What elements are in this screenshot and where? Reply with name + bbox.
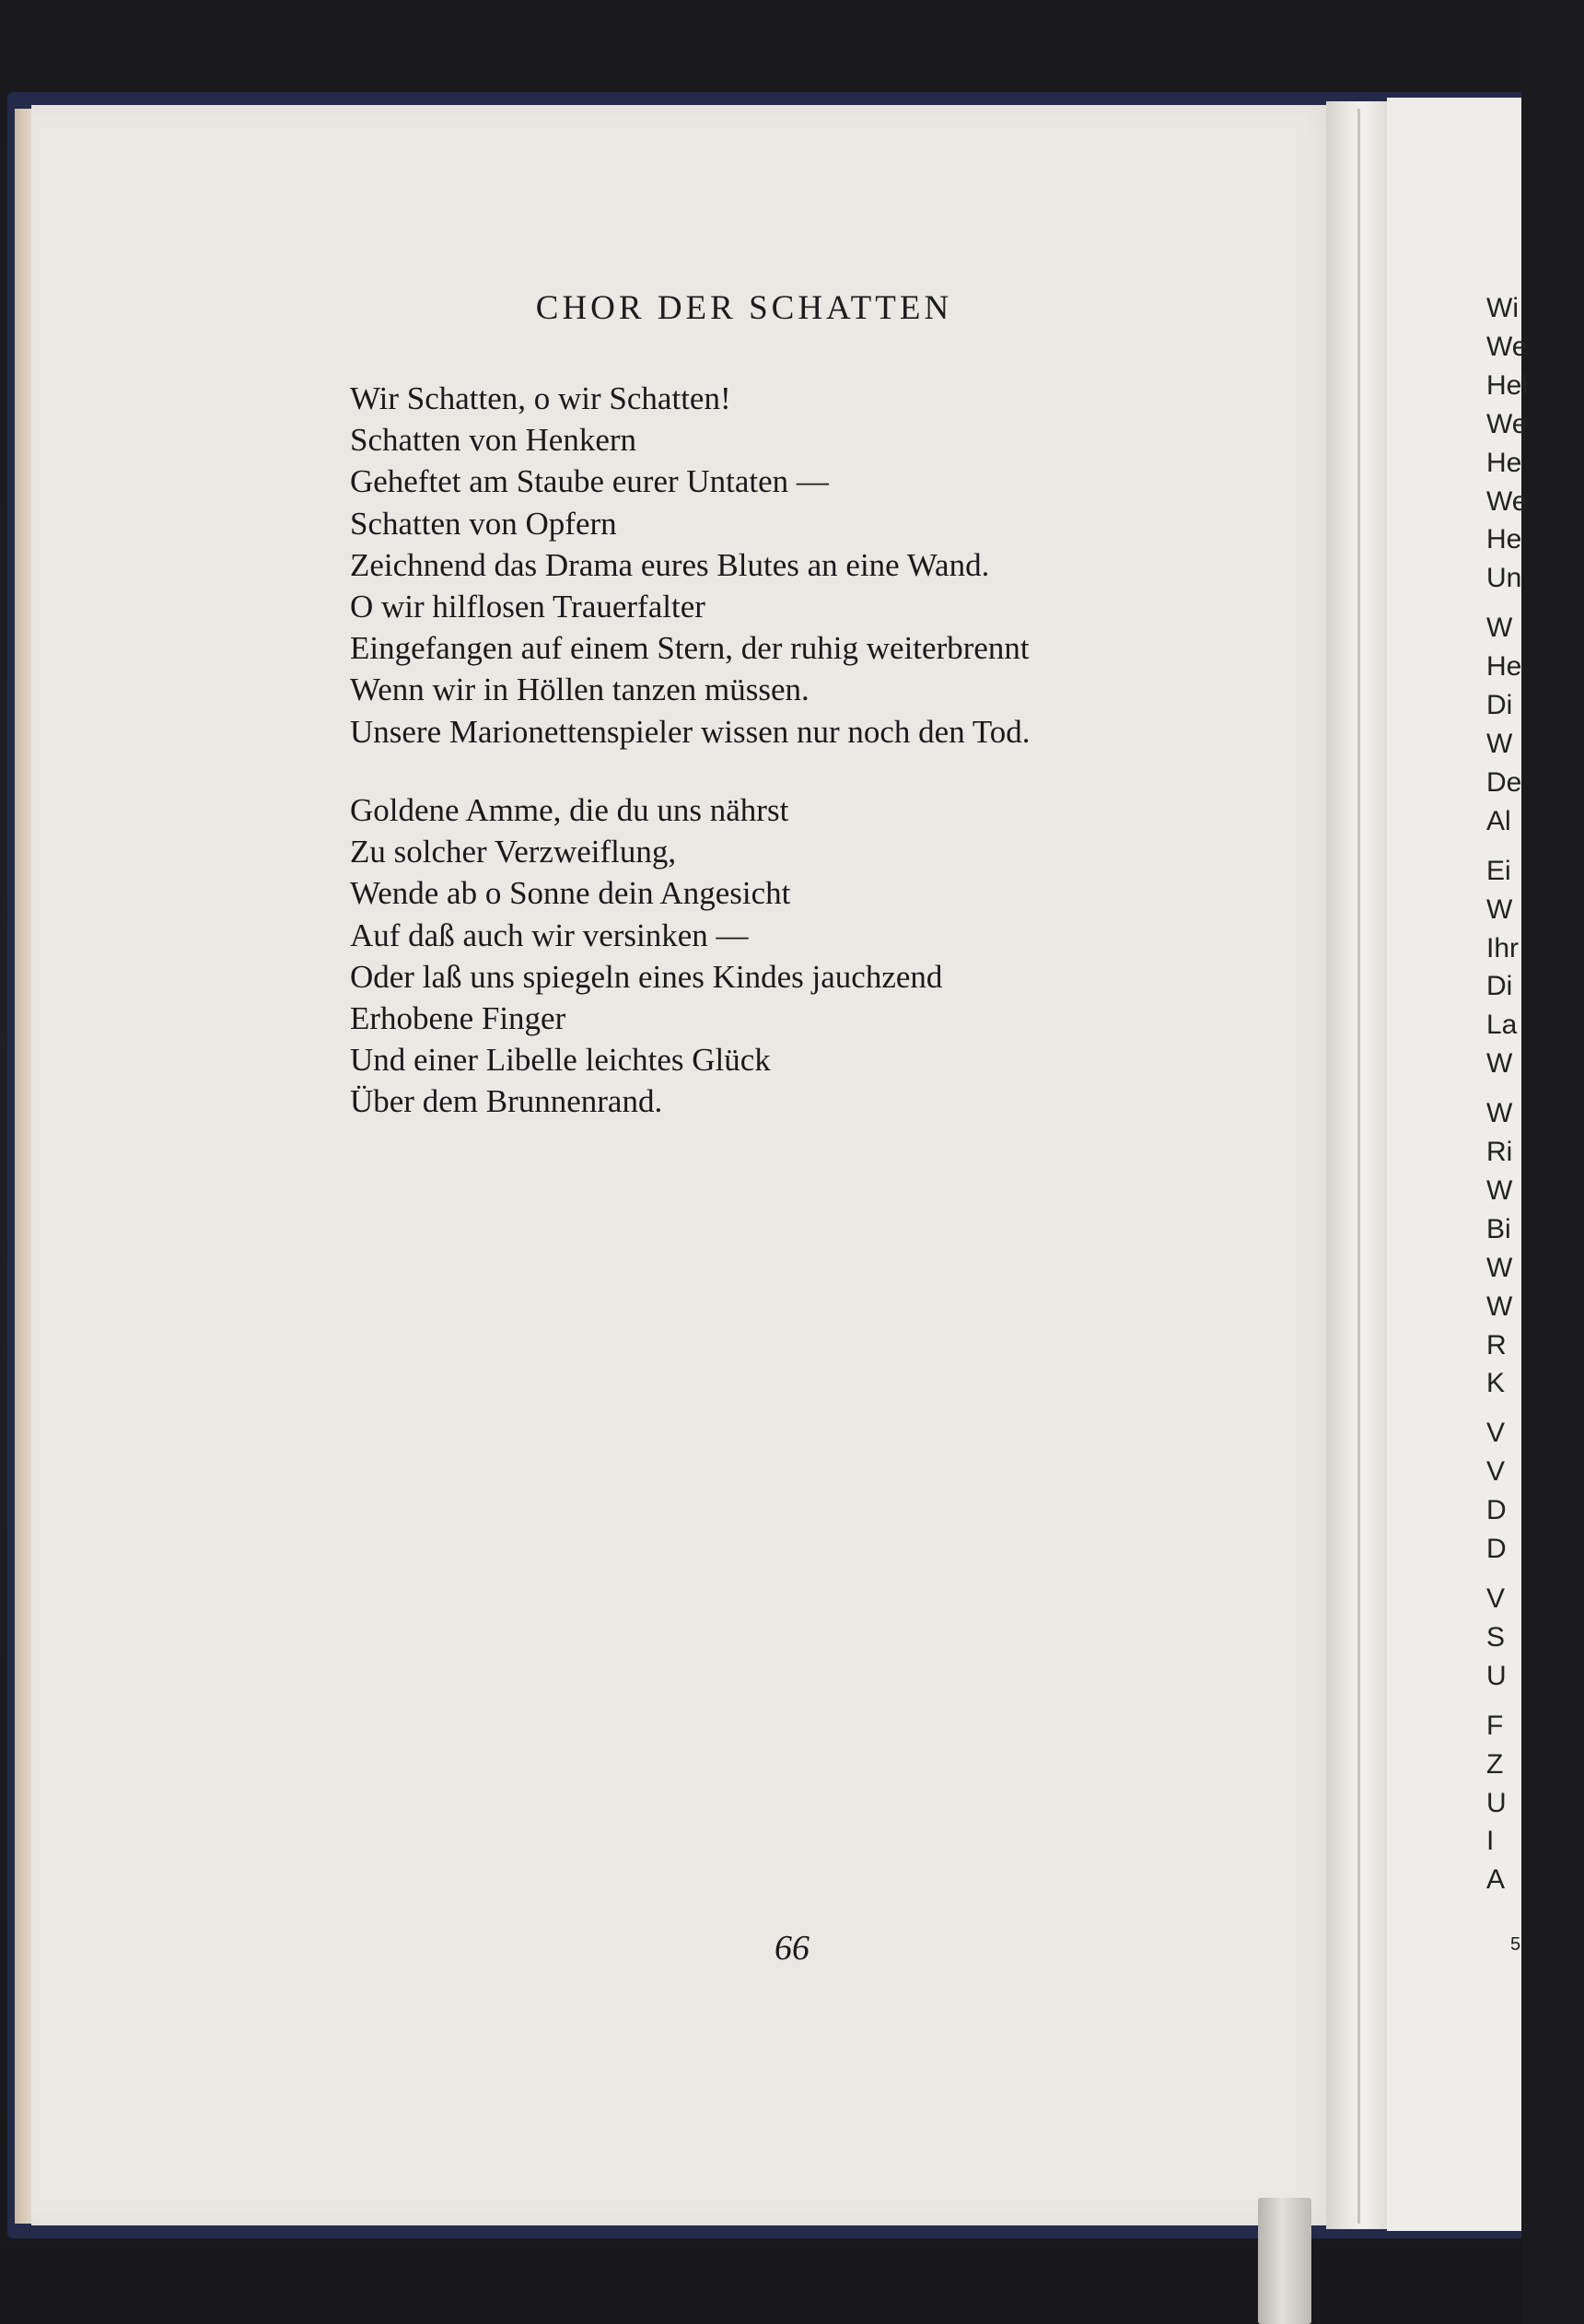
- poem-line: O wir hilflosen Trauerfalter: [350, 589, 705, 625]
- text-fragment: Un: [1486, 563, 1522, 594]
- text-fragment: V: [1486, 1456, 1506, 1488]
- text-fragment: W: [1486, 893, 1513, 925]
- text-fragment: W: [1486, 1098, 1513, 1129]
- gutter-crease: [1357, 109, 1360, 2224]
- poem-line: Über dem Brunnenrand.: [350, 1083, 663, 1120]
- text-fragment: A: [1486, 1864, 1506, 1896]
- text-fragment: De: [1486, 766, 1522, 798]
- text-fragment: W: [1486, 728, 1513, 759]
- text-fragment: V: [1486, 1418, 1506, 1449]
- poem-line: Wende ab o Sonne dein Angesicht: [350, 875, 791, 912]
- poem-line: Wenn wir in Höllen tanzen müssen.: [350, 672, 809, 708]
- text-fragment: W: [1486, 613, 1513, 644]
- text-fragment: D: [1486, 1534, 1507, 1565]
- right-page-number-fragment: 5: [1510, 1934, 1521, 1955]
- page-number: 66: [775, 1929, 809, 1968]
- poem-line: Zu solcher Verzweiflung,: [350, 834, 677, 870]
- text-fragment: U: [1486, 1787, 1507, 1818]
- text-fragment: Di: [1486, 690, 1513, 721]
- text-fragment: La: [1486, 1010, 1518, 1041]
- poem-line: Geheftet am Staube eurer Untaten —: [350, 463, 829, 500]
- text-fragment: S: [1486, 1621, 1506, 1652]
- text-fragment: He: [1486, 524, 1522, 555]
- stanza-1: [350, 378, 1031, 753]
- text-fragment: Hel: [1486, 369, 1529, 401]
- text-fragment: W: [1486, 1174, 1513, 1206]
- poem-line: Unsere Marionettenspieler wissen nur noch den Tod.: [350, 713, 1031, 750]
- bookmark-ribbon: [1258, 2198, 1311, 2324]
- text-fragment: K: [1486, 1368, 1506, 1399]
- poem-line: Eingefangen auf einem Stern, der ruhig weiterbrennt: [350, 630, 1030, 667]
- text-fragment: He: [1486, 447, 1522, 478]
- text-fragment: I: [1486, 1826, 1495, 1857]
- stanza-2: [350, 789, 942, 1123]
- text-fragment: U: [1486, 1660, 1507, 1691]
- text-fragment: W: [1486, 1252, 1513, 1283]
- text-fragment: Ei: [1486, 855, 1511, 886]
- text-fragment: V: [1486, 1583, 1506, 1614]
- text-fragment: W: [1486, 1290, 1513, 1322]
- text-fragment: Wi: [1486, 293, 1519, 323]
- poem-line: Auf daß auch wir versinken —: [350, 917, 749, 953]
- text-fragment: We: [1486, 408, 1528, 439]
- text-fragment: We: [1486, 485, 1528, 517]
- right-page-text-fragments: [1486, 289, 1529, 1899]
- text-fragment: W: [1486, 1048, 1513, 1080]
- text-fragment: D: [1486, 1495, 1507, 1526]
- text-fragment: Al: [1486, 805, 1511, 836]
- text-fragment: Z: [1486, 1748, 1504, 1780]
- poem-line: Schatten von Henkern: [350, 422, 637, 459]
- poem-line: Zeichnend das Drama eures Blutes an eine Wand.: [350, 546, 990, 583]
- poem-title: CHOR DER SCHATTEN: [535, 289, 953, 327]
- text-fragment: R: [1486, 1329, 1507, 1361]
- poem-line: Und einer Libelle leichtes Glück: [350, 1042, 771, 1079]
- text-fragment: We: [1486, 331, 1528, 362]
- poem-line: Goldene Amme, die du uns nährst: [350, 792, 789, 828]
- text-fragment: F: [1486, 1710, 1504, 1741]
- poem-line: Schatten von Opfern: [350, 505, 617, 542]
- text-fragment: He: [1486, 651, 1522, 683]
- text-fragment: Bi: [1486, 1213, 1511, 1244]
- text-fragment: Ri: [1486, 1137, 1513, 1168]
- poem-line: Oder laß uns spiegeln eines Kindes jauchzend: [350, 958, 943, 995]
- text-fragment: Ihr: [1486, 932, 1520, 963]
- text-fragment: Di: [1486, 971, 1513, 1002]
- poem-line: Wir Schatten, o wir Schatten!: [350, 380, 731, 416]
- poem-line: Erhobene Finger: [350, 1000, 566, 1037]
